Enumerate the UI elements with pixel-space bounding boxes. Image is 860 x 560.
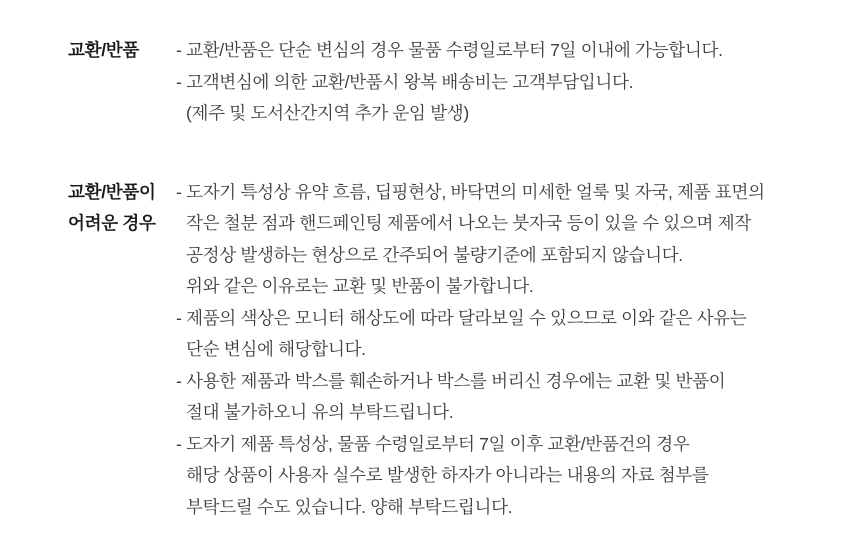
policy-line: - 사용한 제품과 박스를 훼손하거나 박스를 버리신 경우에는 교환 및 반품이: [176, 370, 726, 391]
policy-line: - 교환/반품은 단순 변심의 경우 물품 수령일로부터 7일 이내에 가능합니다.: [176, 40, 723, 60]
policy-section-exchange-return-difficult: [68, 177, 840, 524]
policy-line: 해당 상품이 사용자 실수로 발생한 하자가 아니라는 내용의 자료 첨부를: [186, 465, 709, 485]
policy-line: (제주 및 도서산간지역 추가 운임 발생): [186, 103, 469, 123]
policy-line: 절대 불가하오니 유의 부탁드립니다.: [186, 402, 454, 422]
section-label: [68, 35, 176, 67]
policy-line: - 제품의 색상은 모니터 해상도에 따라 달라보일 수 있으므로 이와 같은 사유는: [176, 307, 747, 328]
policy-line: 단순 변심에 해당합니다.: [186, 339, 366, 359]
policy-line: - 고객변심에 의한 교환/반품시 왕복 배송비는 고객부담입니다.: [176, 71, 634, 92]
section-content: [176, 35, 840, 130]
policy-line: 부탁드릴 수도 있습니다. 양해 부탁드립니다.: [186, 496, 513, 517]
policy-line: 위와 같은 이유로는 교환 및 반품이 불가합니다.: [186, 276, 534, 296]
section-label-line: 교환/반품: [68, 40, 139, 60]
section-label-line: 어려운 경우: [68, 213, 156, 233]
policy-section-exchange-return: [68, 35, 840, 130]
policy-line: - 도자기 제품 특성상, 물품 수령일로부터 7일 이후 교환/반품건의 경우: [176, 433, 690, 454]
section-label: [68, 177, 176, 240]
policy-line: - 도자기 특성상 유약 흐름, 딥핑현상, 바닥면의 미세한 얼룩 및 자국, 제품 표면의: [176, 181, 765, 202]
policy-line: 작은 철분 점과 핸드페인팅 제품에서 나오는 붓자국 등이 있을 수 있으며 제작: [186, 213, 751, 233]
section-label-line: 교환/반품이: [68, 181, 156, 202]
section-content: [176, 177, 840, 524]
policy-line: 공정상 발생하는 현상으로 간주되어 불량기준에 포함되지 않습니다.: [186, 244, 683, 265]
